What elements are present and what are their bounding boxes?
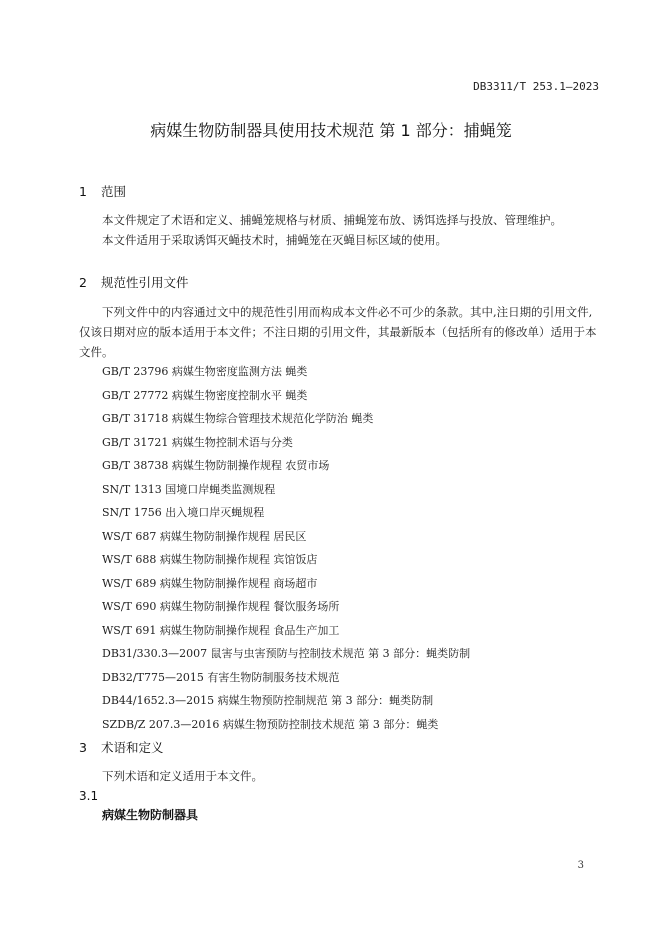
document-title: 病媒生物防制器具使用技术规范 第 1 部分：捕蝇笼: [150, 121, 512, 140]
reference-item: DB32/T775—2015 有害生物防制服务技术规范: [102, 670, 340, 684]
reference-item: SN/T 1756 出入境口岸灭蝇规程: [102, 506, 265, 519]
section-1-paragraph: 本文件适用于采取诱饵灭蝇技术时，捕蝇笼在灭蝇目标区域的使用。: [102, 233, 447, 247]
section-2-intro-line: 文件。: [79, 345, 114, 359]
page-number: 3: [577, 860, 584, 871]
reference-item: GB/T 31721 病媒生物控制术语与分类: [102, 435, 293, 449]
section-1-title: 范围: [100, 184, 126, 199]
subsection-number: 3.1: [79, 789, 99, 803]
section-1-number: 1: [79, 184, 87, 199]
section-3-number: 3: [79, 740, 87, 755]
section-2-intro: [79, 302, 599, 362]
reference-item: WS/T 690 病媒生物防制操作规程 餐饮服务场所: [102, 600, 340, 613]
standard-id: DB3311/T 253.1—2023: [473, 80, 599, 93]
reference-item: WS/T 688 病媒生物防制操作规程 宾馆饭店: [102, 553, 318, 566]
section-2-title: 规范性引用文件: [100, 275, 189, 290]
section-3-heading: [79, 738, 164, 756]
section-2-intro-line: 下列文件中的内容通过文中的规范性引用而构成本文件必不可少的条款。其中,注日期的引用文件,: [102, 305, 593, 319]
section-1-paragraph: 本文件规定了术语和定义、捕蝇笼规格与材质、捕蝇笼布放、诱饵选择与投放、管理维护。: [102, 213, 562, 227]
reference-item: WS/T 691 病媒生物防制操作规程 食品生产加工: [102, 623, 340, 637]
section-3-intro-line: 下列术语和定义适用于本文件。: [102, 769, 263, 783]
section-2-number: 2: [79, 275, 87, 290]
reference-item: WS/T 687 病媒生物防制操作规程 居民区: [102, 529, 307, 543]
reference-item: DB44/1652.3—2015 病媒生物预防控制规范 第 3 部分：蝇类防制: [102, 694, 434, 707]
section-2-intro-line: 仅该日期对应的版本适用于本文件；不注日期的引用文件，其最新版本（包括所有的修改单）适用于本: [79, 325, 597, 339]
term-heading: 病媒生物防制器具: [102, 808, 199, 822]
reference-item: GB/T 27772 病媒生物密度控制水平 蝇类: [102, 388, 308, 402]
reference-item: DB31/330.3—2007 鼠害与虫害预防与控制技术规范 第 3 部分：蝇类防制: [102, 647, 471, 660]
section-3-title: 术语和定义: [100, 740, 164, 755]
section-2-heading: [79, 273, 189, 291]
normative-reference-list: [102, 365, 470, 741]
reference-item: GB/T 31718 病媒生物综合管理技术规范化学防治 蝇类: [102, 412, 374, 425]
reference-item: SZDB/Z 207.3—2016 病媒生物预防控制技术规范 第 3 部分：蝇类: [102, 717, 439, 731]
section-1-heading: [79, 182, 126, 200]
section-1-body: [79, 210, 599, 250]
reference-item: SN/T 1313 国境口岸蝇类监测规程: [102, 482, 276, 496]
reference-item: GB/T 23796 病媒生物密度监测方法 蝇类: [102, 365, 308, 378]
reference-item: WS/T 689 病媒生物防制操作规程 商场超市: [102, 576, 318, 590]
section-3-intro: [79, 766, 599, 786]
reference-item: GB/T 38738 病媒生物防制操作规程 农贸市场: [102, 459, 330, 472]
